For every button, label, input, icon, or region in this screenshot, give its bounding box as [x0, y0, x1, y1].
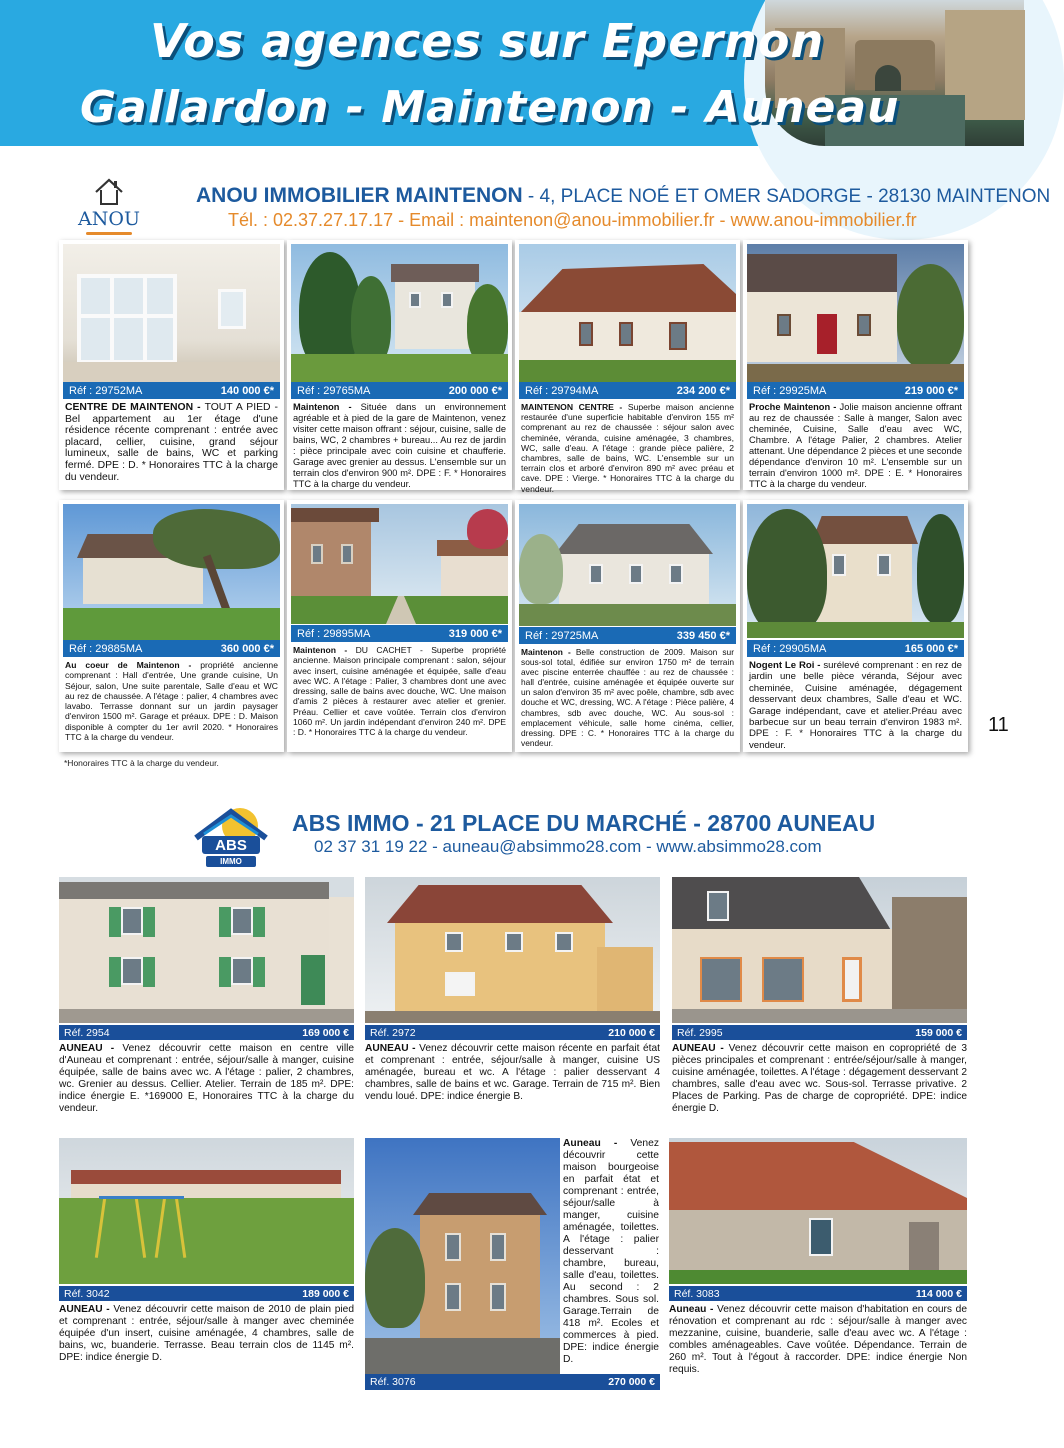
- listing-card[interactable]: [365, 1138, 660, 1390]
- listing-title: MAINTENON CENTRE -: [521, 402, 628, 412]
- listing-card[interactable]: [59, 1138, 354, 1378]
- anou-logo: [78, 178, 140, 238]
- listing-text: Venez découvrir cette maison bourgeoise en parfait état et comprenant : entrée, séjour/salle à manger, cuisine aménagée, toilettes. A l'étage : palier desservant : chambre, bureau, salle d'eau, toilettes. Au second : 2 chambres. Sous sol. Garage.Terrain de 418 m². Ecoles et commerces à pied. DPE: indice énergie D.: [563, 1138, 659, 1365]
- listing-description: [59, 1043, 354, 1115]
- abs-contact-line[interactable]: 02 37 31 19 22 - auneau@absimmo28.com - www.absimmo28.com: [314, 837, 822, 856]
- listing-photo-property-tree: [63, 504, 280, 640]
- listing-price: 159 000 €: [915, 1026, 962, 1039]
- listing-text: Venez découvrir cette maison de 2010 de plain pied et comprenant : entrée, séjour/salle à manger avec cheminée équipée d'un insert, cuisine aménagée, 4 chambres, salle de bains, wc, buanderie. Terrasse. Beau terrain clos de 1145 m². DPE: indice énergie D.: [59, 1304, 354, 1363]
- listing-card[interactable]: [59, 500, 284, 752]
- fee-footnote: *Honoraires TTC à la charge du vendeur.: [64, 758, 219, 768]
- listing-price: 319 000 €*: [448, 627, 502, 640]
- listing-description: [293, 645, 506, 749]
- listing-card[interactable]: [672, 877, 967, 1117]
- listing-photo-renovation-house: [669, 1138, 967, 1284]
- banner-title-line1: Vos agences sur Epernon: [150, 14, 825, 68]
- listing-text: DU CACHET - Superbe propriété ancienne. Maison principale comprenant : salon, séjour avec insert, cuisine aménagée et équipée, salle d'eau avec WC. A l'étage : Palier, 3 chambres dont une avec dressing, salle de bains avec douche, WC. Une maison d'amis 2 pièces à restaurer avec atelier et grenier. Préau. Cellier et cave voûtée. Terrain clos d'environ 1060 m². Un jardin indépendant d'environ 240 m². DPE : D. * Honoraires TTC à la charge du vendeur.: [293, 645, 506, 738]
- listing-card[interactable]: [743, 240, 968, 490]
- listing-ref-bar: [747, 382, 964, 399]
- listing-price: 339 450 €*: [676, 629, 730, 642]
- listing-price: 234 200 €*: [676, 384, 730, 397]
- listing-title: Nogent Le Roi -: [749, 660, 824, 671]
- listing-text: Venez découvrir cette maison en copropriété de 3 pièces principales et comprenant : entrée/séjour/salle à manger, cuisine aménagée, toilettes. A l'étage : dégagement desservant 2 chambres, salle d'eau avec wc. Sous-sol. Terrasse privative. 2 Places de Parking. Pas de charge de copropriété. DPE: indice énergie D.: [672, 1043, 967, 1114]
- listing-photo-plainpied-garden: [59, 1138, 354, 1284]
- listing-price: 114 000 €: [915, 1287, 962, 1300]
- listing-ref: Réf : 29765MA: [297, 384, 371, 397]
- listing-text: TOUT A PIED - Bel appartement au 1er étage d'une résidence récente comprenant : entrée avec placard, cellier, cuisine, grand séjour lumineux, salle de bains, WC et parking fermé. DPE : D. * Honoraires TTC à la charge du vendeur.: [65, 402, 278, 483]
- listing-ref-bar: [291, 625, 508, 642]
- listing-ref-bar: [669, 1286, 967, 1301]
- listing-photo-bourgeois-house: [365, 1138, 560, 1374]
- listing-title: Auneau -: [563, 1138, 631, 1149]
- listing-ref-bar: [365, 1374, 660, 1390]
- abs-logo-subtext: IMMO: [220, 857, 242, 866]
- listing-photo-old-house: [519, 244, 736, 382]
- abs-logo-text: ABS: [215, 837, 247, 854]
- listing-text: propriété ancienne comprenant : Hall d'entrée, Une grande cuisine, Un Séjour, salon, Une suite parentale, Salle d'eau et WC au rez de chaussée. A l'étage : palier, 4 chambres avec lavabo. Terrasse donnant sur un jardin paysager d'environ 1500 m². Garage et préaux. DPE : D. Maison disponible à compter du 1er avril 2020. * Honoraires TTC à la charge du vendeur.: [65, 660, 278, 743]
- listing-ref-bar: [63, 640, 280, 657]
- listing-text: Venez découvrir cette maison récente en parfait état et comprenant : entrée, séjour/salle à manger, cuisine US aménagée, bureau et wc. A l'étage : palier desservant 4 chambres, salle de bains et wc. Garage. Terrain de 715 m². Bien vendu loué. DPE: indice énergie B.: [365, 1043, 660, 1102]
- listing-description: [749, 660, 962, 751]
- abs-immo-logo: [192, 804, 270, 870]
- listing-price: 219 000 €*: [904, 384, 958, 397]
- listing-ref: Réf. 3042: [64, 1287, 110, 1300]
- listing-description: [59, 1304, 354, 1364]
- listing-text: Située dans un environnement agréable et à pied de la gare de Maintenon, venez visiter cette maison offrant : séjour, cuisine, salle de bains, WC, 2 chambres + bureau... Au rez de jardin : pièce principale avec coin cuisine et chaufferie. Garage avec grenier au dessus. L'ensemble sur un terrain clos d'environ 900 m². DPE : F. * Honoraires TTC à la charge du vendeur.: [293, 402, 506, 489]
- listing-text: surélevé comprenant : en rez de jardin une belle pièce véranda, Séjour avec cheminée, Cuisine aménagée, dégagement desservant deux chambres, Salle d'eau et WC. Garage indépendant, cave et atelier.Préau avec barbecue sur un beau terrain d'environ 1983 m². DPE : F. * Honoraires TTC à la charge du vendeur.: [749, 660, 962, 751]
- listing-card[interactable]: [669, 1138, 967, 1383]
- listing-description: [749, 402, 963, 489]
- listing-photo-raised-house: [747, 504, 964, 638]
- listing-ref: Réf : 29925MA: [753, 384, 827, 397]
- listing-price: 210 000 €: [608, 1026, 655, 1039]
- listing-title: Maintenon -: [293, 402, 361, 412]
- listing-description: [672, 1043, 967, 1115]
- listing-card[interactable]: [287, 500, 512, 752]
- listing-description: [365, 1043, 660, 1103]
- listing-photo-stone-property: [291, 504, 508, 624]
- listing-photo-modern-house: [519, 504, 736, 626]
- listing-price: 189 000 €: [302, 1287, 349, 1300]
- anou-logo-text: ANOU: [78, 208, 140, 230]
- listing-ref: Réf. 2972: [370, 1026, 416, 1039]
- listing-ref-bar: [63, 382, 280, 399]
- listing-description: [65, 660, 278, 748]
- listing-photo-stone-house: [747, 244, 964, 382]
- listing-text: Venez découvrir cette maison en centre ville d'Auneau et comprenant : entrée, séjour/salle à manger, cuisine équipée, salle de bains avec wc. A l'étage : palier, 2 chambres, wc. Grenier au dessus. Cellier. Atelier. Terrain de 185 m². DPE: indice énergie E. *169000 E, Honoraires TTC à la charge du vendeur.: [59, 1043, 355, 1114]
- listing-price: 360 000 €*: [220, 642, 274, 655]
- listing-ref: Réf : 29895MA: [297, 627, 371, 640]
- listing-photo-copro-house: [672, 877, 967, 1023]
- listing-photo-new-house: [365, 877, 660, 1023]
- listing-text: Belle construction de 2009. Maison sur sous-sol total, édifiée sur environ 1750 m² de terrain avec piscine enterrée chauffée : au rez de chaussée : hall d'entrée, cuisine aménagée et équipée ouverte sur un salon d'environ 35 m² avec poêle, chambre, sdb avec douche et WC, dressing, WC. A l'étage : Pièce palière, 4 chambres, sdb avec douche, WC. Au sous-sol : emplacement véhicule, salle home cinéma, cellier, dressing. DPE : C. * Honoraires TTC à la charge du vendeur.: [521, 647, 734, 748]
- listing-card[interactable]: [743, 500, 968, 752]
- listing-card[interactable]: [59, 240, 284, 490]
- listing-title: AUNEAU -: [59, 1043, 123, 1054]
- listing-ref: Réf : 29885MA: [69, 642, 143, 655]
- listing-card[interactable]: [515, 500, 740, 752]
- listing-ref-bar: [519, 627, 736, 644]
- listing-title: Maintenon -: [521, 647, 576, 657]
- listing-price: 200 000 €*: [448, 384, 502, 397]
- listing-ref: Réf. 3076: [370, 1376, 416, 1388]
- listing-description: [521, 402, 734, 494]
- listing-ref: Réf : 29905MA: [753, 642, 827, 655]
- anou-agency-title: [196, 184, 1050, 208]
- listing-title: Maintenon -: [293, 645, 356, 655]
- listing-ref: Réf : 29794MA: [525, 384, 599, 397]
- listing-ref: Réf. 2995: [677, 1026, 723, 1039]
- header-banner: [0, 0, 1024, 146]
- anou-agency-address: - 4, PLACE NOÉ ET OMER SADORGE - 28130 MAINTENON: [522, 186, 1051, 207]
- listing-title: Au coeur de Maintenon -: [65, 660, 201, 670]
- listing-text: Jolie maison ancienne offrant au rez de chaussée : Salle à manger, Salon avec cheminée, Cuisine, Salle d'eau avec WC, Chambre. A l'étage Palier, 2 chambres. Atelier attenant. Une dépendance 2 pièces et une seconde dépendance d'environ 10 m². L'ensemble sur un terrain d'environ 1000 m². DPE : E. * Honoraires TTC à la charge du vendeur.: [749, 402, 963, 489]
- abs-agency-title: ABS IMMO - 21 PLACE DU MARCHÉ - 28700 AUNEAU: [292, 810, 876, 836]
- banner-title-line2: Gallardon - Maintenon - Auneau: [80, 82, 900, 133]
- anou-agency-name: ANOU IMMOBILIER MAINTENON: [196, 184, 523, 207]
- listing-price: 140 000 €*: [220, 384, 274, 397]
- listing-title: Auneau -: [669, 1304, 718, 1315]
- listing-card[interactable]: [287, 240, 512, 490]
- listing-ref-bar: [519, 382, 736, 399]
- listing-ref: Réf : 29752MA: [69, 384, 143, 397]
- listing-ref: Réf : 29725MA: [525, 629, 599, 642]
- listing-description: [669, 1304, 967, 1376]
- listing-title: CENTRE DE MAINTENON -: [65, 402, 205, 413]
- listing-ref: Réf. 3083: [674, 1287, 720, 1300]
- listing-ref: Réf. 2954: [64, 1026, 110, 1039]
- listing-ref-bar: [672, 1025, 967, 1040]
- listing-price: 169 000 €: [302, 1026, 349, 1039]
- listing-text: Venez découvrir cette maison d'habitation en cours de rénovation et comprenant au rdc : séjour/salle à manger avec mezzanine, cuisine, buanderie, salle d'eau avec wc. A l'étage : combles aménageables. Cave voûtée. Dépendance. Terrain de 260 m². Tout à l'égout à raccorder. DPE: indice énergie Non requis.: [669, 1304, 967, 1375]
- listing-title: Proche Maintenon -: [749, 402, 840, 412]
- listing-card[interactable]: [59, 877, 354, 1117]
- page-number: 11: [988, 714, 1009, 736]
- listing-price: 165 000 €*: [904, 642, 958, 655]
- listing-description: [521, 647, 734, 749]
- listing-title: AUNEAU -: [672, 1043, 729, 1054]
- listing-ref-bar: [291, 382, 508, 399]
- listing-ref-bar: [59, 1025, 354, 1040]
- listing-text: Superbe maison ancienne restaurée d'une superficie habitable d'environ 155 m² comprenant au rez de chaussée : séjour salon avec cheminée, véranda, cuisine aménagée, 3 chambres, WC, salle d'eau. A l'étage : grande pièce palière, 2 chambres, salle de bains, WC. L'ensemble sur un terrain clos et arboré d'environ 890 m² avec préau et cave. DPE : Vierge. * Honoraires TTC à la charge du vendeur.: [521, 402, 734, 494]
- listing-card[interactable]: [515, 240, 740, 494]
- listing-ref-bar: [365, 1025, 660, 1040]
- listing-photo-house-garden: [291, 244, 508, 382]
- listing-ref-bar: [747, 640, 964, 657]
- listing-price: 270 000 €: [608, 1376, 655, 1388]
- listing-photo-apartment-interior: [63, 244, 280, 382]
- listing-description: [293, 402, 506, 489]
- house-icon: [94, 178, 124, 206]
- listing-title: AUNEAU -: [59, 1304, 114, 1315]
- listing-description: [563, 1138, 659, 1366]
- listing-title: AUNEAU -: [365, 1043, 420, 1054]
- listing-card[interactable]: [365, 877, 660, 1117]
- listing-ref-bar: [59, 1286, 354, 1301]
- anou-contact-line[interactable]: Tél. : 02.37.27.17.17 - Email : maintenon@anou-immobilier.fr - www.anou-immobilier.fr: [228, 210, 917, 230]
- listing-photo-town-house-green-shutters: [59, 877, 354, 1023]
- listing-description: [65, 402, 278, 486]
